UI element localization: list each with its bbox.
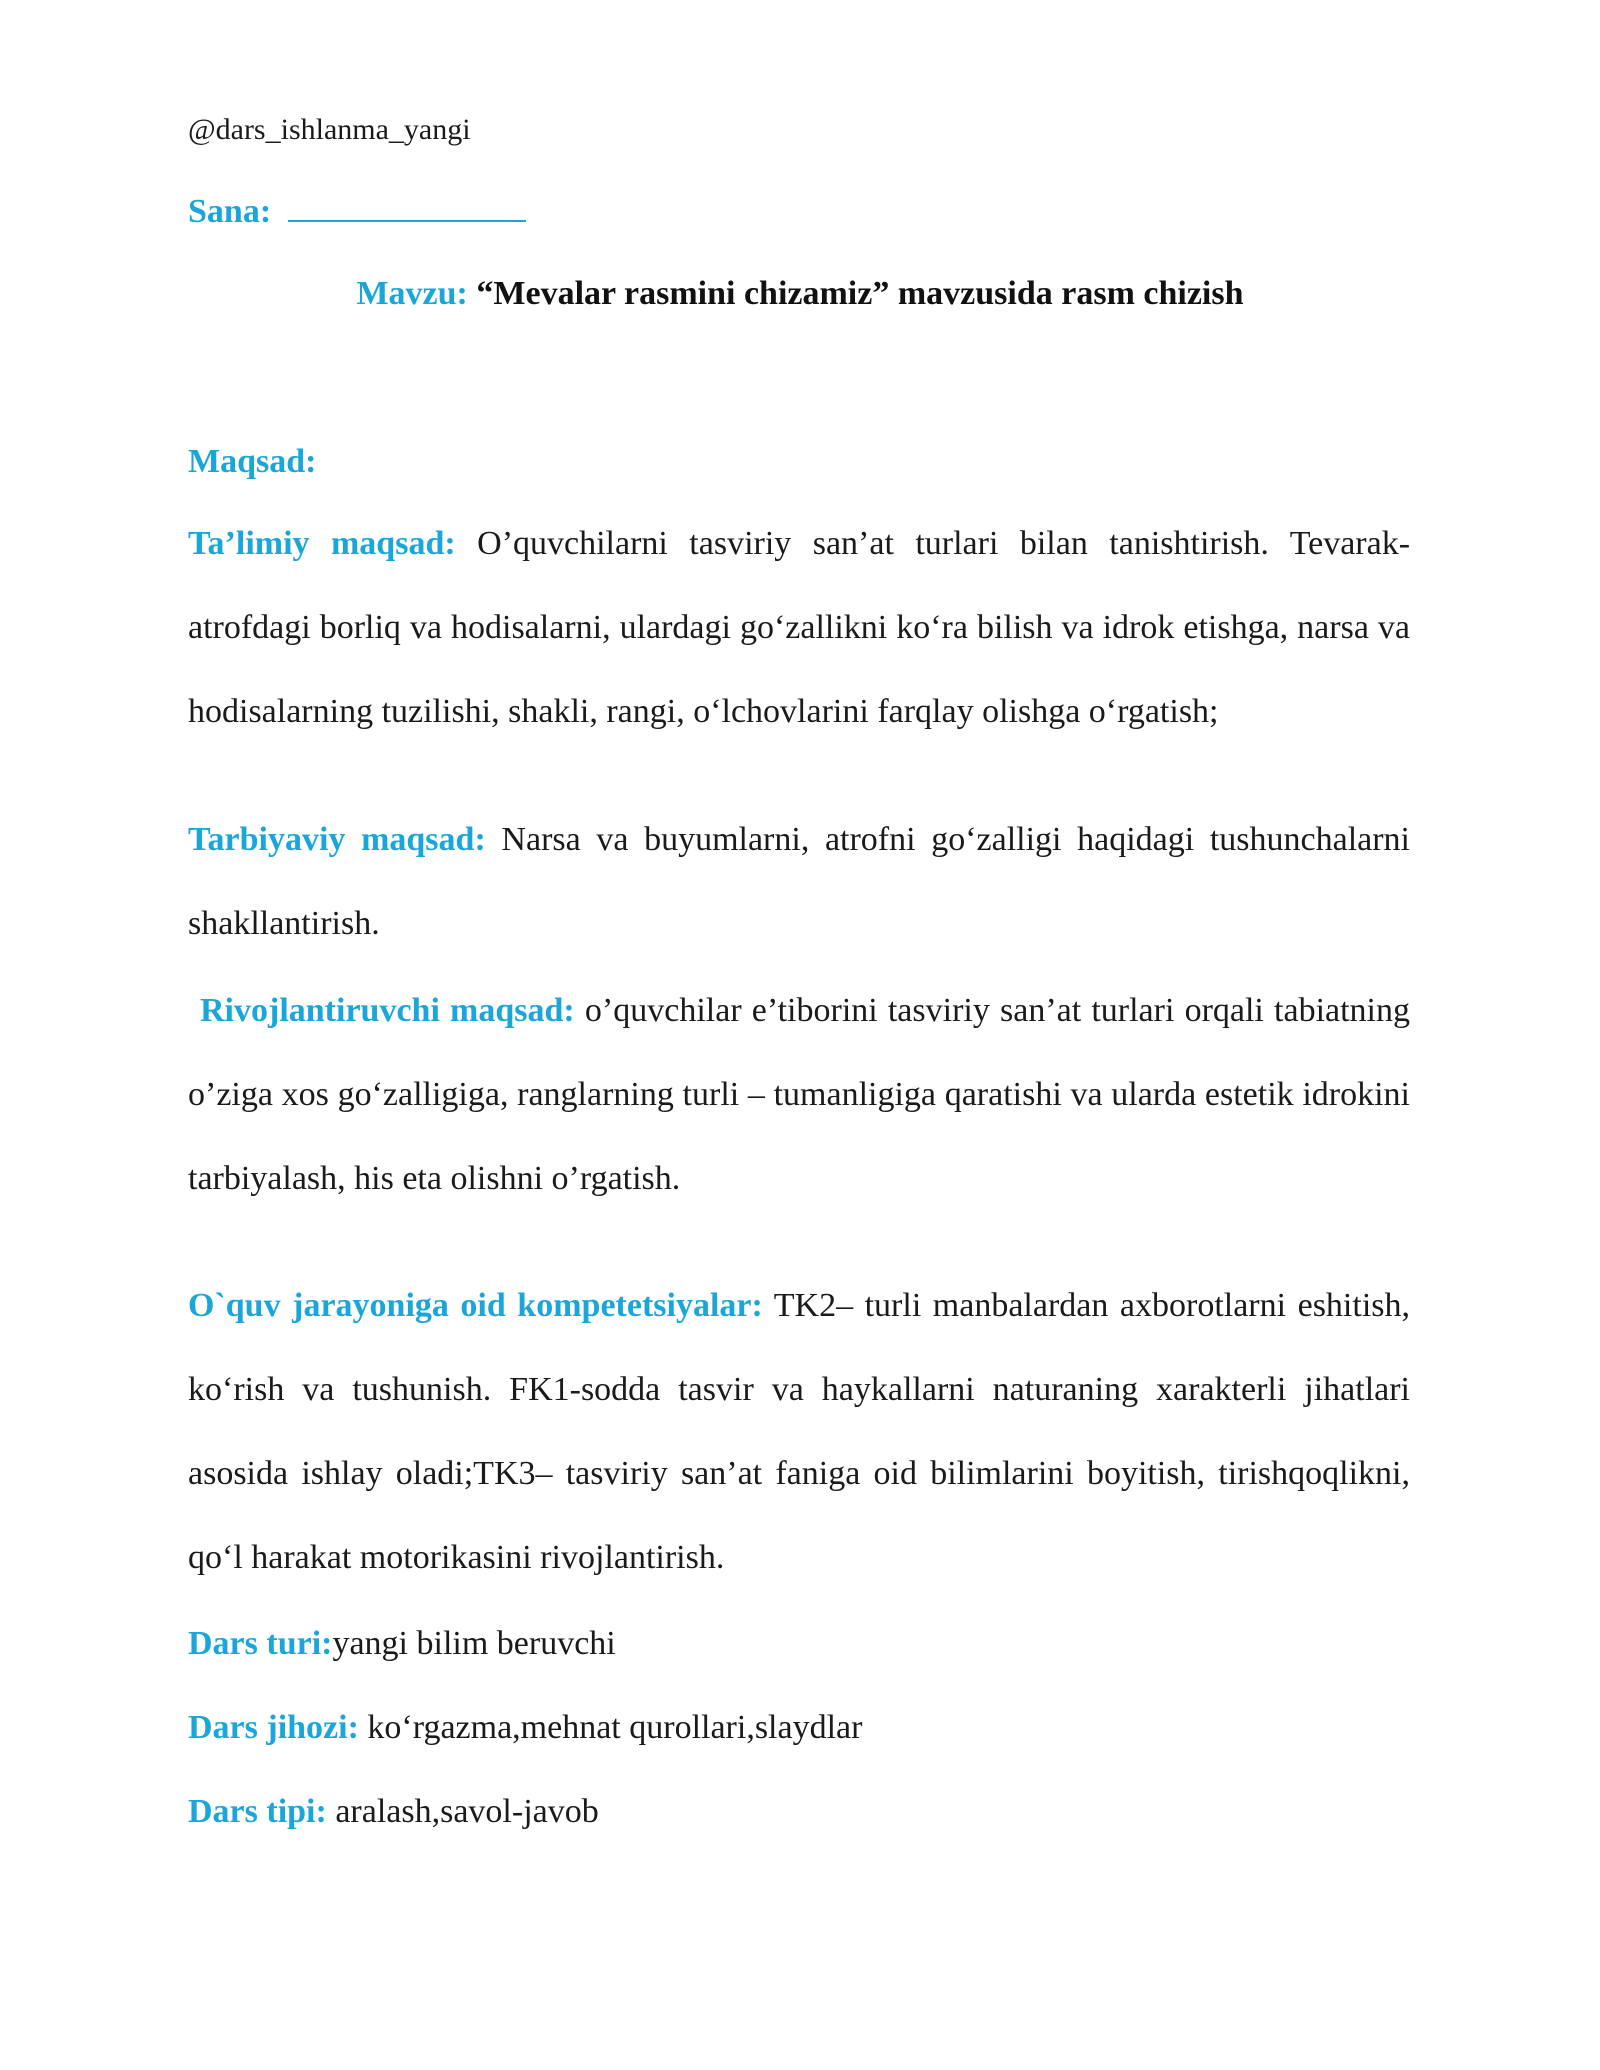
lesson-format-label: Dars tipi: <box>188 1793 327 1830</box>
developmental-goal-label: Rivojlantiruvchi maqsad: <box>200 992 575 1029</box>
competencies-label: O`quv jarayoniga oid kompetetsiyalar: <box>188 1287 763 1324</box>
lesson-equipment-label: Dars jihozi: <box>188 1709 359 1746</box>
lesson-format-line <box>188 1790 599 1834</box>
developmental-goal-text: o’quvchilar e’tiborini tasviriy san’at turlari orqali tabiatning o’ziga xos go‘zalligiga, ranglarning turli – tumanligiga qaratishi va ularda estetik idrokini tarbiyalash, his eta olishni o’rgatish. <box>188 992 1411 1197</box>
lesson-format-text: aralash,savol-javob <box>335 1793 599 1830</box>
lesson-type-line <box>188 1622 616 1666</box>
lesson-type-label: Dars turi: <box>188 1625 333 1662</box>
topic-title: “Mevalar rasmini chizamiz” mavzusida rasm chizish <box>476 275 1244 312</box>
topic-label: Mavzu: <box>356 275 468 312</box>
upbringing-goal-paragraph <box>188 798 1410 966</box>
goals-heading: Maqsad: <box>188 443 317 480</box>
lesson-equipment-line <box>188 1706 862 1750</box>
educational-goal-text: O’quvchilarni tasviriy san’at turlari bilan tanishtirish. Tevarak-atrofdagi borliq va hodisalarni, ulardagi go‘zallikni ko‘ra bilish va idrok etishga, narsa va hodisalarning tuzilishi, shakli, rangi, o‘lchovlarini farqlay olishga o‘rgatish; <box>188 525 1411 730</box>
topic-heading <box>0 272 1600 316</box>
channel-handle: @dars_ishlanma_yangi <box>188 113 471 146</box>
date-line <box>188 188 526 234</box>
educational-goal-paragraph <box>188 502 1410 754</box>
upbringing-goal-label: Tarbiyaviy maqsad: <box>188 821 486 858</box>
competencies-paragraph <box>188 1264 1410 1600</box>
lesson-equipment-text: ko‘rgazma,mehnat qurollari,slaydlar <box>367 1709 863 1746</box>
upbringing-goal-text: Narsa va buyumlarni, atrofni go‘zalligi haqidagi tushunchalarni shakllantirish. <box>188 821 1410 942</box>
educational-goal-label: Ta’limiy maqsad: <box>188 525 456 562</box>
date-label: Sana: <box>188 193 272 230</box>
competencies-text: TK2– turli manbalardan axborotlarni eshitish, ko‘rish va tushunish. FK1-sodda tasvir va haykallarni naturaning xarakterli jihatlari asosida ishlay oladi;TK3– tasviriy san’at faniga oid bilimlarini boyitish, tirishqoqlikni, qo‘l harakat motorikasini rivojlantirish. <box>188 1287 1411 1576</box>
developmental-goal-paragraph <box>188 969 1410 1221</box>
lesson-type-text: yangi bilim beruvchi <box>332 1625 616 1662</box>
date-blank-line <box>288 188 526 222</box>
